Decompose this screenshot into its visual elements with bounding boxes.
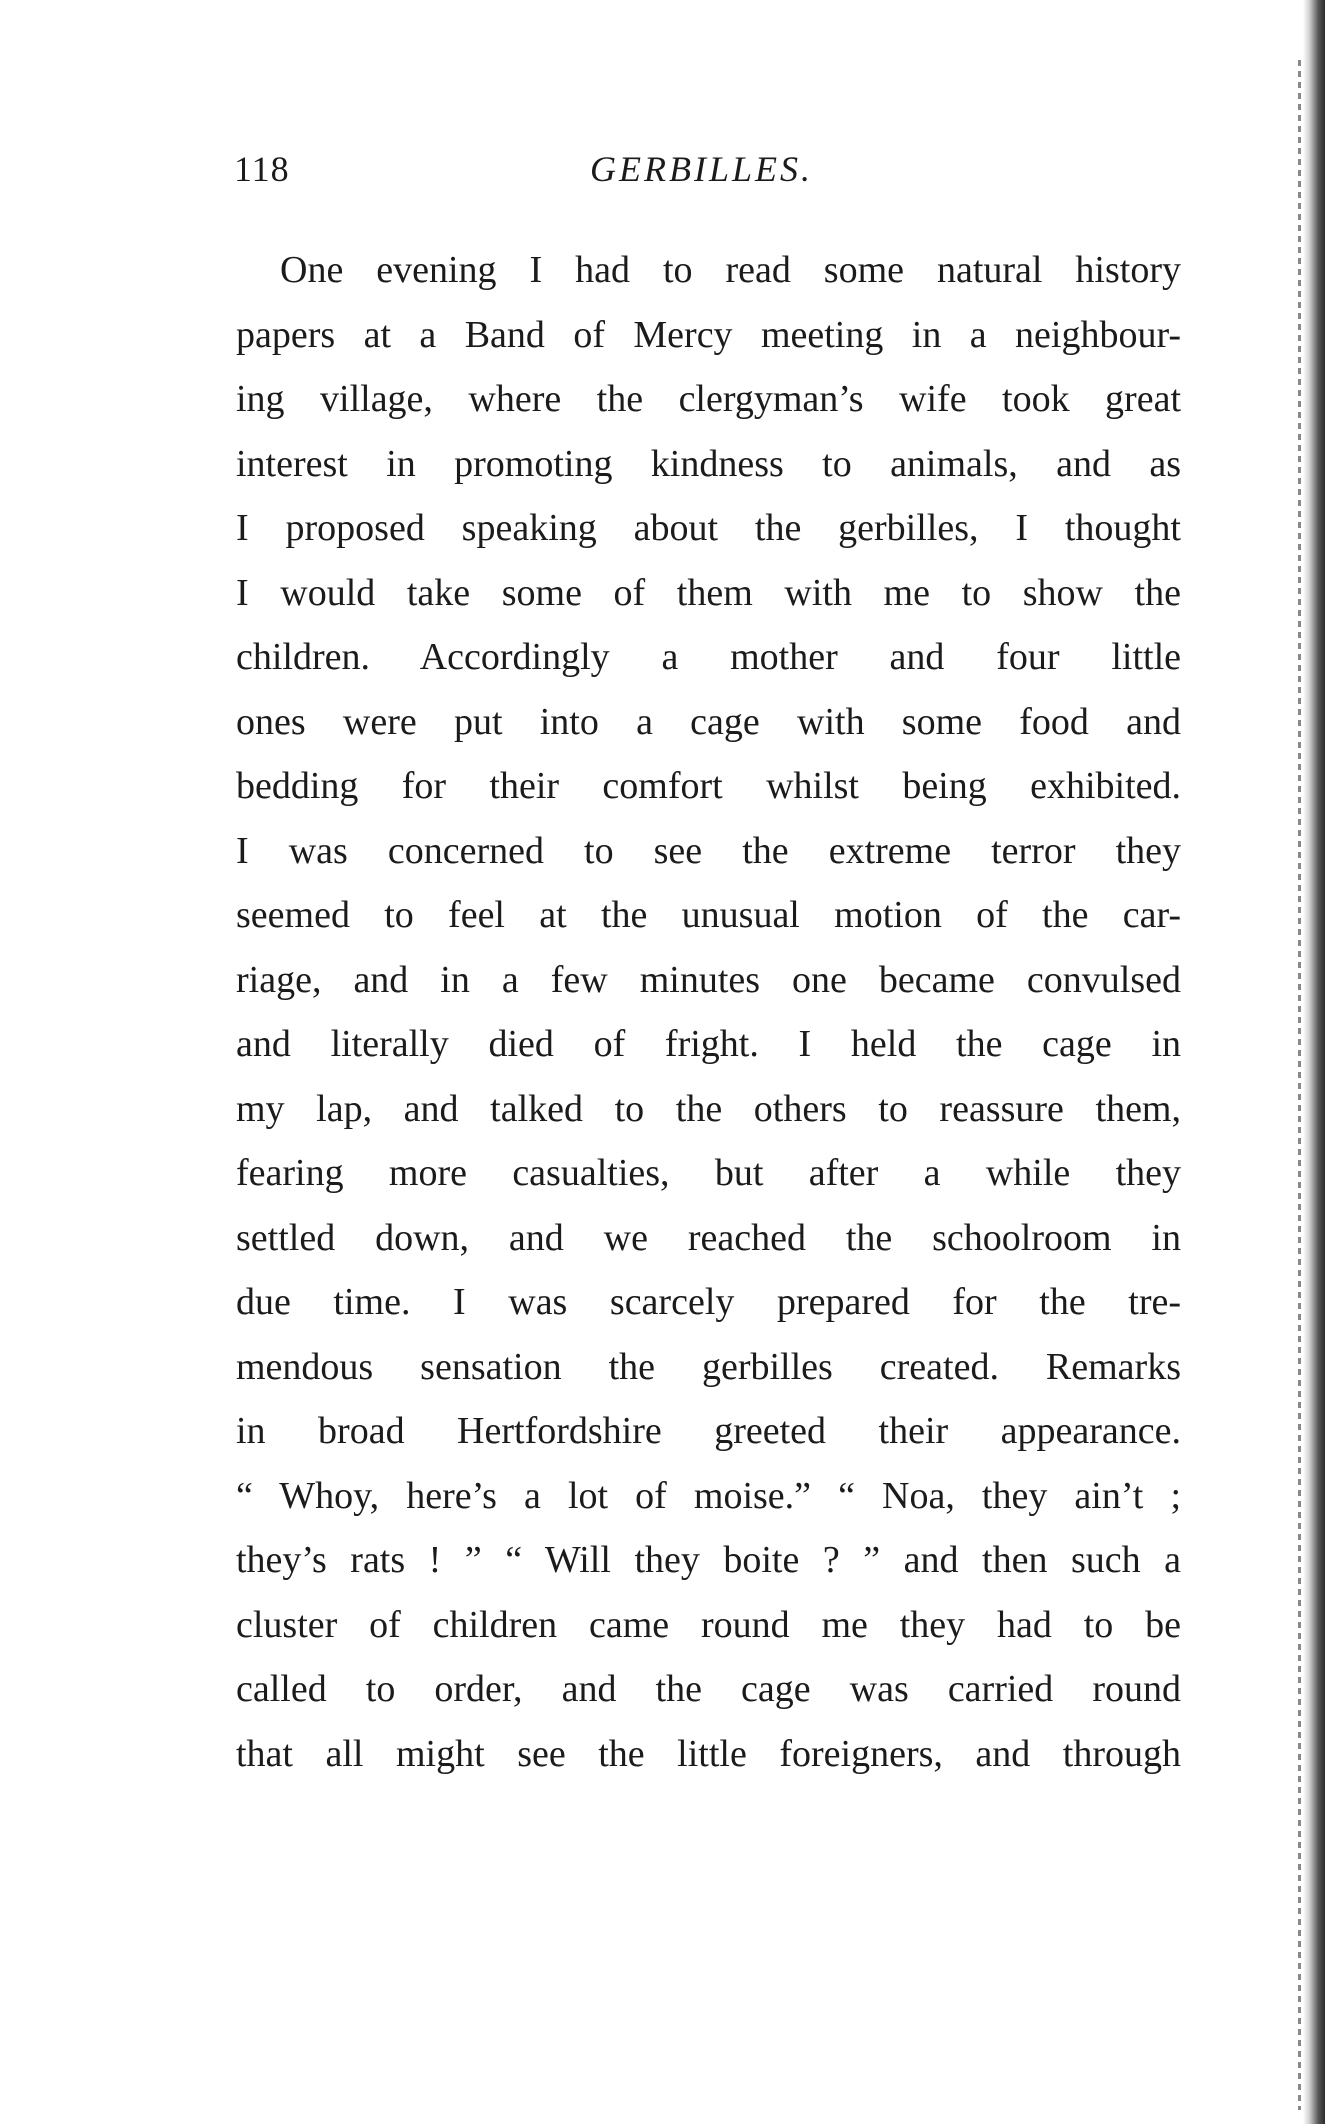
body-text xyxy=(236,238,1181,1786)
page-number: 118 xyxy=(234,149,290,189)
text-line: seemed to feel at the unusual motion of the car- xyxy=(236,894,1181,936)
text-line: interest in promoting kindness to animals, and as xyxy=(236,442,1181,485)
text-line: called to order, and the cage was carried round xyxy=(236,1668,1181,1710)
binding-edge-line xyxy=(1298,60,1301,2110)
text-line: “ Whoy, here’s a lot of moise.” “ Noa, they ain’t ; xyxy=(236,1474,1181,1517)
text-line: children. Accordingly a mother and four little xyxy=(236,636,1181,678)
text-line: that all might see the little foreigners, and through xyxy=(236,1732,1181,1775)
running-head xyxy=(0,148,1325,208)
text-line: I proposed speaking about the gerbilles, I thought xyxy=(236,507,1181,549)
text-line: bedding for their comfort whilst being exhibited. xyxy=(236,765,1181,807)
text-line: settled down, and we reached the schoolroom in xyxy=(236,1216,1181,1259)
binding-shadow xyxy=(1303,0,1325,2124)
text-line: One evening I had to read some natural history xyxy=(280,249,1181,291)
text-line: ing village, where the clergyman’s wife took great xyxy=(236,378,1181,420)
text-line: they’s rats ! ” “ Will they boite ? ” and then such a xyxy=(236,1539,1181,1581)
text-line: I would take some of them with me to show the xyxy=(236,571,1181,614)
text-line: and literally died of fright. I held the cage in xyxy=(236,1023,1181,1065)
text-line: riage, and in a few minutes one became convulsed xyxy=(236,958,1181,1001)
text-line: cluster of children came round me they had to be xyxy=(236,1603,1181,1646)
text-line: ones were put into a cage with some food and xyxy=(236,700,1181,743)
running-title: GERBILLES. xyxy=(590,149,813,189)
text-line: fearing more casualties, but after a while they xyxy=(236,1152,1181,1194)
text-line: in broad Hertfordshire greeted their appearance. xyxy=(236,1410,1181,1452)
text-line: due time. I was scarcely prepared for the tre- xyxy=(236,1281,1181,1323)
text-line: mendous sensation the gerbilles created. Remarks xyxy=(236,1345,1181,1388)
text-line: my lap, and talked to the others to reassure them, xyxy=(236,1087,1181,1130)
text-line: papers at a Band of Mercy meeting in a neighbour- xyxy=(236,313,1181,356)
text-line: I was concerned to see the extreme terror they xyxy=(236,829,1181,872)
